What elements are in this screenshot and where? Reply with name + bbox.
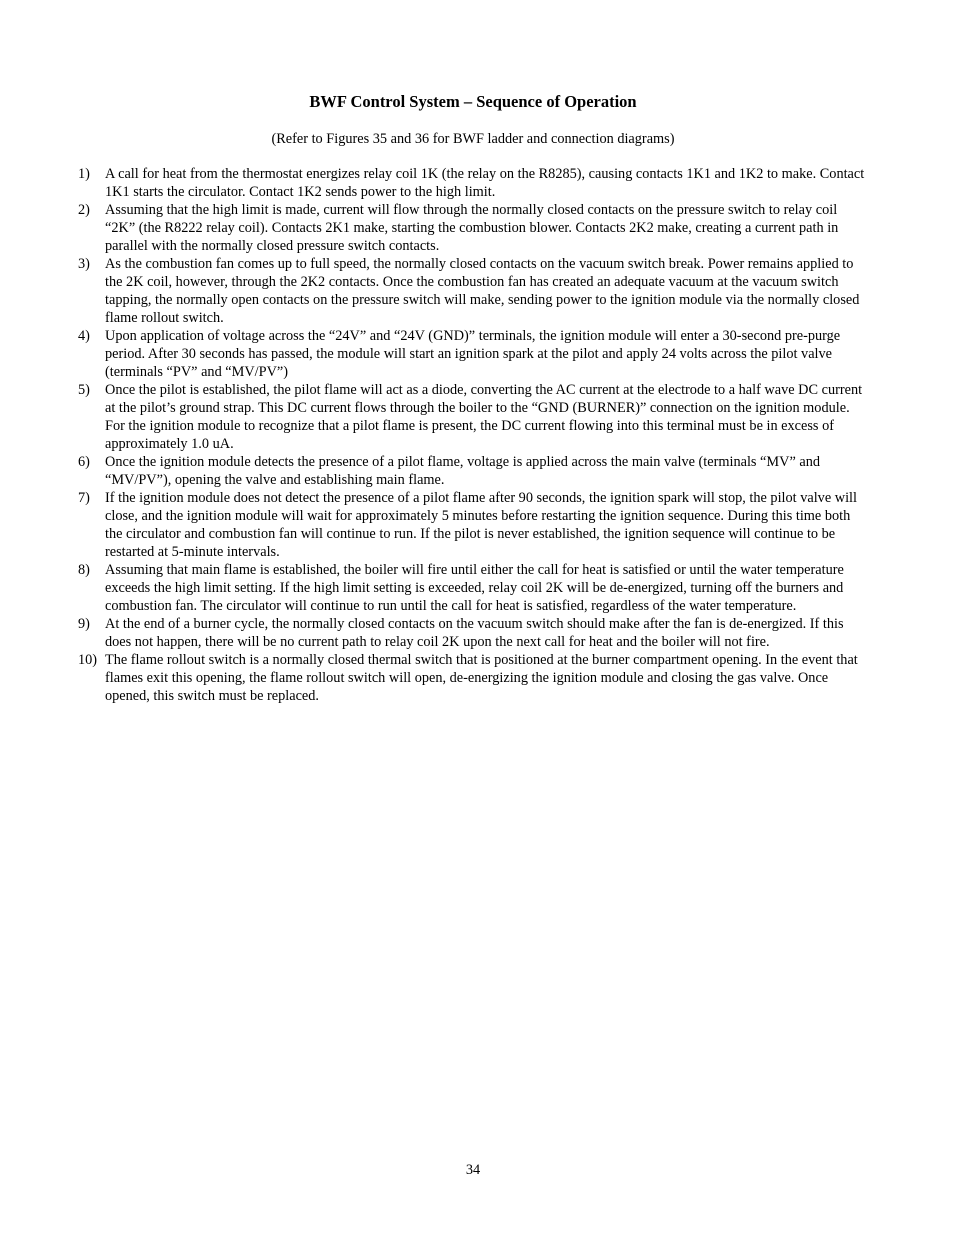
page-number: 34 xyxy=(465,1162,481,1178)
sequence-steps-list xyxy=(78,165,868,705)
step-number: 8) xyxy=(78,562,90,578)
figure-reference-note: (Refer to Figures 35 and 36 for BWF ladder and connection diagrams) xyxy=(271,131,675,147)
list-item xyxy=(78,453,868,489)
page-title: BWF Control System – Sequence of Operation xyxy=(309,92,637,111)
list-item xyxy=(78,651,868,705)
step-text: Upon application of voltage across the “24V” and “24V (GND)” terminals, the ignition module will enter a 30-second pre-purge period. After 30 seconds has passed, the module will start an ignition spark at the pilot and apply 24 volts across the pilot valve (terminals “PV” and “MV/PV”) xyxy=(105,328,841,380)
step-text: The flame rollout switch is a normally closed thermal switch that is positioned at the burner compartment opening. In the event that flames exit this opening, the flame rollout switch will open, de-energizing the ignition module and closing the gas valve. Once opened, this switch must be replaced. xyxy=(105,652,858,704)
step-text: Once the pilot is established, the pilot flame will act as a diode, converting the AC current at the electrode to a half wave DC current at the pilot’s ground strap. This DC current flows through the boiler to the “GND (BURNER)” connection on the ignition module. For the ignition module to recognize that a pilot flame is present, the DC current flowing into this terminal must be in excess of approximately 1.0 uA. xyxy=(105,382,863,452)
list-item xyxy=(78,255,868,327)
list-item xyxy=(78,327,868,381)
step-text: At the end of a burner cycle, the normally closed contacts on the vacuum switch should make after the fan is de-energized. If this does not happen, there will be no current path to relay coil 2K upon the next call for heat and the boiler will not fire. xyxy=(105,616,844,650)
list-item xyxy=(78,201,868,255)
step-number: 7) xyxy=(78,490,90,506)
step-number: 9) xyxy=(78,616,90,632)
step-number: 2) xyxy=(78,202,90,218)
list-item xyxy=(78,489,868,561)
step-text: Assuming that the high limit is made, current will flow through the normally closed contacts on the pressure switch to relay coil “2K” (the R8222 relay coil). Contacts 2K1 make, starting the combustion blower. Contacts 2K2 make, creating a current path in parallel with the normally closed pressure switch contacts. xyxy=(105,202,839,254)
step-number: 10) xyxy=(78,652,98,668)
step-number: 5) xyxy=(78,382,90,398)
step-text: As the combustion fan comes up to full speed, the normally closed contacts on the vacuum switch break. Power remains applied to the 2K coil, however, through the 2K2 contacts. Once the combustion fan has created an adequate vacuum at the vacuum switch tapping, the normally open contacts on the pressure switch will make, sending power to the ignition module via the normally closed flame rollout switch. xyxy=(105,256,860,326)
list-item xyxy=(78,165,868,201)
step-number: 4) xyxy=(78,328,90,344)
list-item xyxy=(78,381,868,453)
step-text: Assuming that main flame is established, the boiler will fire until either the call for heat is satisfied or until the water temperature exceeds the high limit setting. If the high limit setting is exceeded, relay coil 2K will be de-energized, turning off the burners and combustion fan. The circulator will continue to run until the call for heat is satisfied, regardless of the water temperature. xyxy=(105,562,844,614)
step-text: Once the ignition module detects the presence of a pilot flame, voltage is applied across the main valve (terminals “MV” and “MV/PV”), opening the valve and establishing main flame. xyxy=(105,454,821,488)
step-number: 3) xyxy=(78,256,90,272)
step-text: If the ignition module does not detect the presence of a pilot flame after 90 seconds, the ignition spark will stop, the pilot valve will close, and the ignition module will wait for approximately 5 minutes before restarting the ignition sequence. During this time both the circulator and combustion fan will continue to run. If the pilot is never established, the ignition sequence will continue to be restarted at 5-minute intervals. xyxy=(105,490,857,560)
list-item xyxy=(78,615,868,651)
step-text: A call for heat from the thermostat energizes relay coil 1K (the relay on the R8285), causing contacts 1K1 and 1K2 to make. Contact 1K1 starts the circulator. Contact 1K2 sends power to the high limit. xyxy=(105,166,865,200)
list-item xyxy=(78,561,868,615)
step-number: 6) xyxy=(78,454,90,470)
step-number: 1) xyxy=(78,166,90,182)
